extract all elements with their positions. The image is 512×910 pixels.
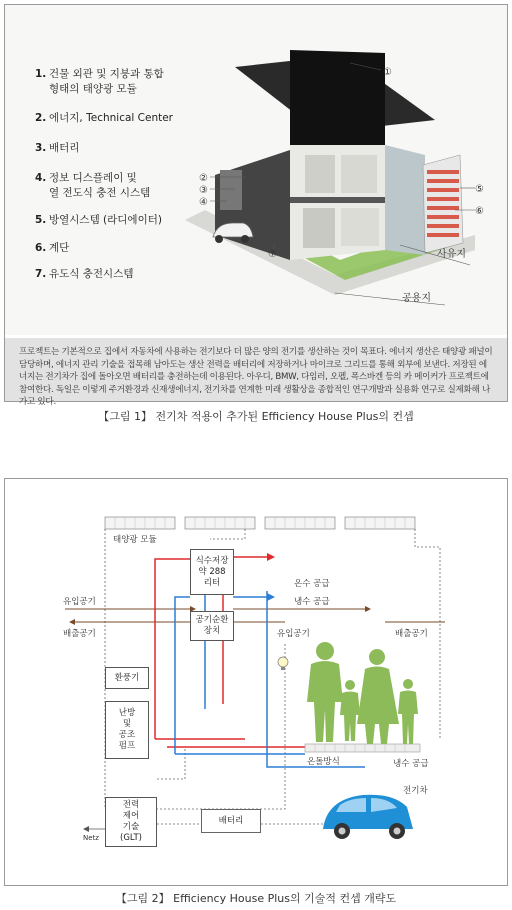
house-illustration: [5, 5, 507, 335]
figure-1-description: 프로젝트는 기본적으로 집에서 자동차에 사용하는 전기보다 더 많은 양의 전기를 생산하는 것이 목표다. 에너지 생산은 태양광 패널이 담당하며, 에너지 관리 기술을 접목해 남아도는 생산 전력을 배터리에 저장하거나 마이크로 그리드를 통해 외부에 보낸다. 저장된 에너지는 전기차가 집에 돌아오면 배터리를 충전하는데 이용된다. 아우디, BMW, 다임러, 오펠, 폭스바겐 등의 카 메이커가 프로젝트에 참여한다. 독일은 이렇게 주거환경과 신재생에너지, 전기차를 연계한 미래 생활상을 종합적인 연구개발과 실용화 연구로 실제화해 나가고 있다.: [5, 338, 507, 401]
figure-2: [4, 478, 508, 886]
radiator-tower: [423, 155, 463, 253]
component-item-4: 4. 정보 디스플레이 및 열 전도식 충전 시스템: [35, 172, 151, 199]
label-exhaust-air-right: 배출공기: [395, 629, 428, 639]
glass-facade: [385, 145, 425, 255]
component-item-5: 5. 방열시스템 (라디에이터): [35, 214, 162, 226]
box-power-control: 전력 제어 기술 (GLT): [105, 797, 157, 847]
box-ventilator: 환풍기: [105, 667, 149, 689]
label-hot-water: 온수 공급: [294, 579, 330, 589]
marker-6: ⑥: [475, 206, 484, 217]
family-silhouette-icon: [307, 642, 418, 744]
interior-floor: [290, 197, 385, 203]
interior-room-4: [341, 208, 379, 246]
marker-4: ④: [199, 197, 208, 208]
component-item-3: 3. 배터리: [35, 142, 80, 154]
interior-room-2: [341, 155, 377, 193]
house-illustration-panel: [5, 5, 507, 335]
component-item-7: 7. 유도식 충전시스템: [35, 268, 134, 280]
floor-heating-strip: [305, 744, 420, 752]
label-netz: Netz: [83, 834, 99, 842]
hot-water-arrow: [267, 553, 275, 561]
area-label-public: 공용지: [402, 293, 431, 304]
interior-room-3: [303, 208, 335, 248]
figure-1: [4, 4, 508, 407]
box-heat-pump: 난방 및 공조 펌프: [105, 701, 149, 759]
component-item-6: 6. 계단: [35, 242, 70, 254]
label-intake-air-left: 유입공기: [63, 597, 96, 607]
label-solar-module: 태양광 모듈: [113, 535, 157, 545]
label-exhaust-air-left: 배출공기: [63, 629, 96, 639]
air-lines: [65, 609, 445, 622]
technical-center: [220, 170, 242, 210]
marker-5: ⑤: [475, 184, 484, 195]
label-intake-air-right: 유입공기: [277, 629, 310, 639]
marker-3: ③: [199, 185, 208, 196]
cold-water-arrow: [267, 593, 275, 601]
label-cold-water: 냉수 공급: [294, 597, 330, 607]
box-air-circulation: 공기순환 장치: [190, 611, 234, 641]
figure-2-caption: 【그림 2】 Efficiency House Plus의 기술적 컨셉 개략도: [115, 892, 397, 905]
marker-7: ⑦: [268, 249, 277, 260]
label-floor-heating: 온돌방식: [307, 757, 340, 767]
house-roof-solar: [290, 50, 385, 145]
light-bulb-icon: [278, 657, 288, 670]
label-cold-water-supply: 냉수 공급: [393, 759, 429, 769]
component-item-1: 1. 건물 외관 및 지붕과 통합 형태의 태양광 모듈: [35, 68, 164, 95]
marker-2: ②: [199, 173, 208, 184]
area-label-private: 사유지: [437, 249, 466, 260]
component-item-2: 2. 에너지, Technical Center: [35, 112, 173, 124]
marker-1: ①: [383, 67, 392, 78]
electric-car-icon: [323, 795, 413, 839]
solar-modules: [105, 517, 415, 529]
figure-1-caption: 【그림 1】 전기차 적용이 추가된 Efficiency House Plus의 컨셉: [98, 410, 414, 423]
box-battery: 배터리: [201, 809, 261, 833]
box-water-tank: 식수저장 약 288 리터: [190, 549, 234, 595]
interior-room-1: [305, 155, 335, 193]
label-ev: 전기차: [403, 786, 428, 796]
